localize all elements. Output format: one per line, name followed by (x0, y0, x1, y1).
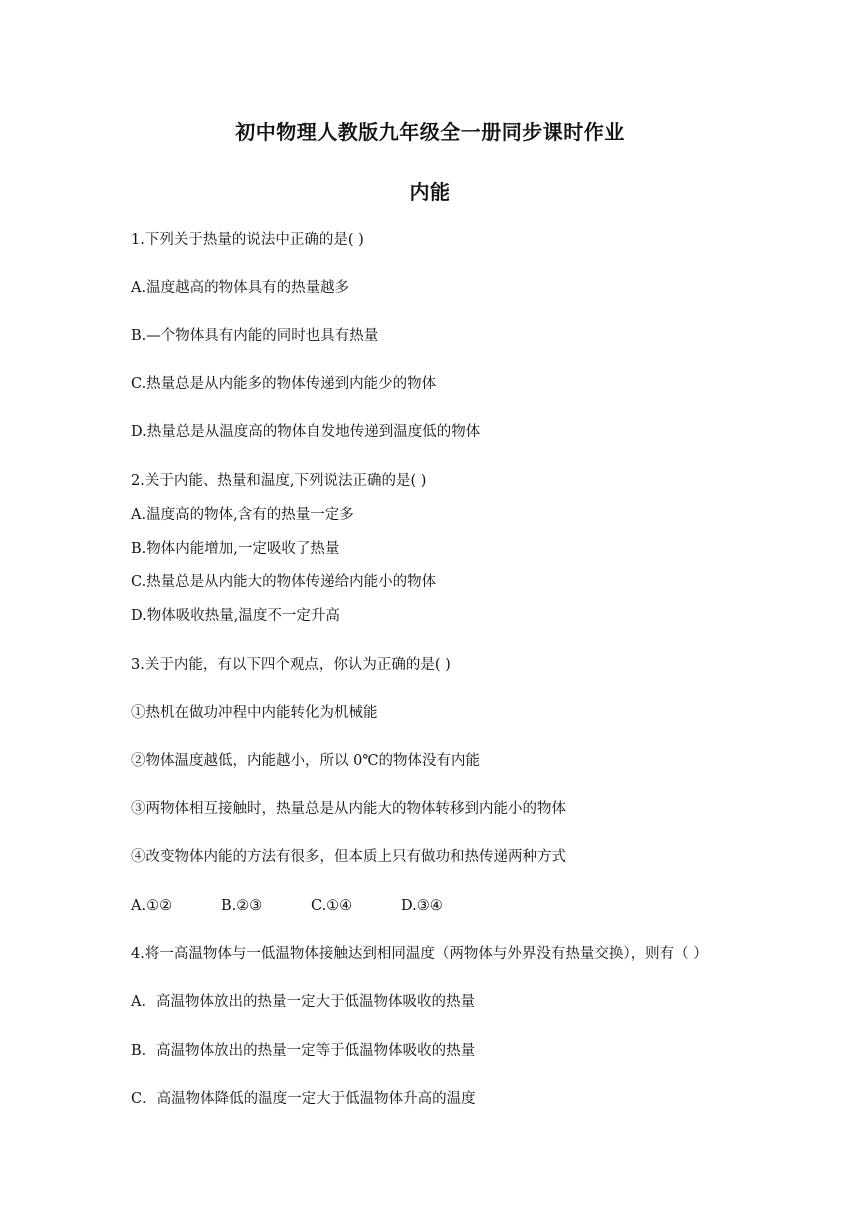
q2-stem: 2.关于内能、热量和温度,下列说法正确的是( ) (131, 473, 427, 489)
q1-option-a: A.温度越高的物体具有的热量越多 (131, 280, 350, 296)
q2-option-a: A.温度高的物体,含有的热量一定多 (131, 507, 354, 523)
q4-option-a: A．高温物体放出的热量一定大于低温物体吸收的热量 (131, 994, 475, 1010)
document-title: 初中物理人教版九年级全一册同步课时作业 (235, 120, 625, 144)
q1-stem: 1.下列关于热量的说法中正确的是( ) (131, 232, 364, 248)
q4-stem: 4.将一高温物体与一低温物体接触达到相同温度（两物体与外界没有热量交换），则有（ ） (131, 946, 708, 962)
q4-option-c: C．高温物体降低的温度一定大于低温物体升高的温度 (131, 1091, 476, 1107)
q1-option-b: B.—个物体具有内能的同时也具有热量 (131, 328, 379, 344)
q3-statement-4: ④改变物体内能的方法有很多，但本质上只有做功和热传递两种方式 (131, 849, 566, 865)
q3-option-a: A.①② (131, 898, 173, 914)
q3-option-b: B.②③ (221, 898, 263, 914)
q3-option-c: C.①④ (311, 898, 353, 914)
q2-option-c: C.热量总是从内能大的物体传递给内能小的物体 (131, 574, 437, 590)
q1-option-d: D.热量总是从温度高的物体自发地传递到温度低的物体 (131, 424, 481, 440)
q1-option-c: C.热量总是从内能多的物体传递到内能少的物体 (131, 376, 437, 392)
q2-option-b: B.物体内能增加,一定吸收了热量 (131, 541, 340, 557)
q3-statement-3: ③两物体相互接触时，热量总是从内能大的物体转移到内能小的物体 (131, 801, 566, 817)
q3-statement-1: ①热机在做功冲程中内能转化为机械能 (131, 705, 378, 721)
q2-option-d: D.物体吸收热量,温度不一定升高 (131, 608, 340, 624)
q3-stem: 3.关于内能，有以下四个观点，你认为正确的是( ) (131, 657, 451, 673)
q3-statement-2: ②物体温度越低，内能越小，所以 0℃的物体没有内能 (131, 753, 481, 769)
document-subtitle: 内能 (409, 180, 451, 204)
q3-options-row (131, 896, 443, 916)
q3-option-d: D.③④ (401, 898, 443, 914)
q4-option-b: B．高温物体放出的热量一定等于低温物体吸收的热量 (131, 1043, 476, 1059)
